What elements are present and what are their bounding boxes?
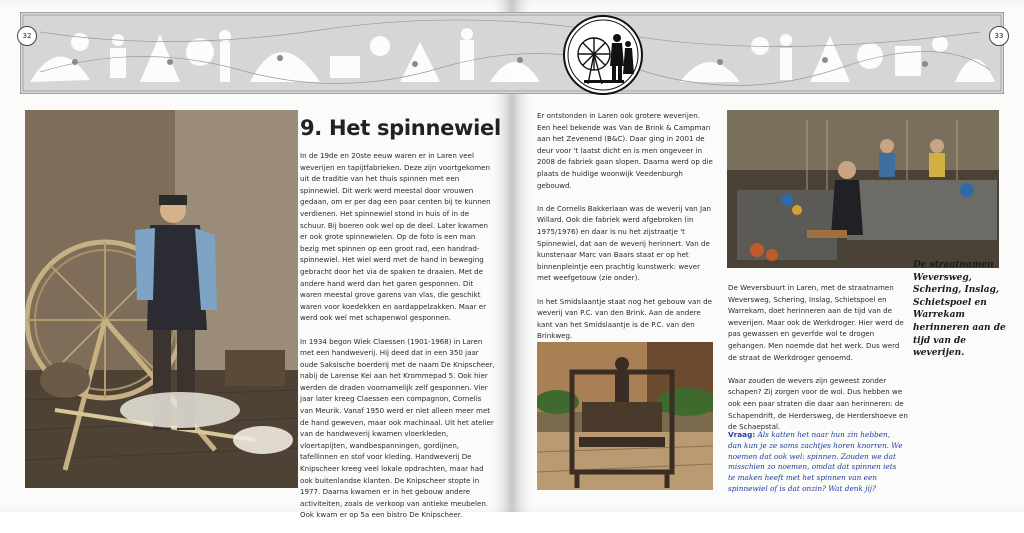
weaving-workshop-photo bbox=[727, 110, 999, 268]
text-column-1 bbox=[300, 150, 496, 533]
handwritten-caption: De straatnamen Weversweg, Schering, Inslag, Schietspoel en Warrekam herinneren aan de tijd van de weverijen. bbox=[913, 260, 1006, 359]
paragraph: De Weversbuurt in Laren, met de straatnamen Weversweg, Schering, Inslag, Schietspoel en Warrekam, doet herinneren aan de tijd van de weverijen. Maar ook de Werkdroger. Hier werd de pas gewassen en geverfde wol te drogen gehangen. Men noemde dat het werk. Dus werd de straat de Werkdroger genoemd. bbox=[728, 283, 904, 362]
paragraph: In het Smidslaantje staat nog het gebouw van de weverij van P.C. van den Brink. Aan de andere kant van het Smidslaantje is de P.C. van den Brinkweg. bbox=[537, 296, 712, 341]
question-label: Vraag: bbox=[728, 430, 756, 439]
paragraph: In de Cornelis Bakkerlaan was de weverij van Jan Willard. Ook die fabriek werd afgebroken (in 1975/1976) en daar is nu het zijstraatje 't Spinnewiel, dat aan de weverij herinnert. Van de kunstenaar Marc van Baars staat er op het binnenpleintje een prachtig kunstwerk: wever met weefgetouw (zie onder). bbox=[537, 203, 711, 283]
paragraph: Er ontstonden in Laren ook grotere weverijen. Een heel bekende was Van de Brink & Campman aan het Zevenend (B&C). Daar ging in 2001 de deur voor 't laatst dicht en is men ongeveer in 2008 de fabriek gaan slopen. Daarna werd op die plaats de huidige woonwijk Veedenburgh gebouwd. bbox=[537, 111, 713, 190]
page-number-left: 32 bbox=[17, 26, 37, 46]
page-title: 9. Het spinnewiel bbox=[300, 116, 501, 140]
text-column-3 bbox=[728, 282, 908, 444]
paragraph: In de 19de en 20ste eeuw waren er in Laren veel weverijen en tapijtfabrieken. Deze zijn voortgekomen uit de traditie van het thuis spinnen met een spinnewiel. Dit werk werd meestal door vrouwen gedaan, om er per dag een paar centen bij te kunnen verdienen. Het spinnewiel stond in huis of in de schuur. Bij boeren ook wel op de deel. Later kwamen er ook grote spinnewielen. Op de foto is een man bezig met spinnen op een groot rad, een handrad-spinnewiel. Het wiel werd met de hand in beweging gebracht door het via de spaken te draaien. Met de andere hand werd dan het garen gesponnen. Dit waren meestal grove garens van vlas, die geschikt waren voor koedekken en aardappelzakken. Maar er werd ook wel met schapenwol gesponnen. bbox=[300, 151, 491, 323]
question-text: Als katten het naar hun zin hebben, dan kun je ze soms zachtjes horen knorren. We noemen dat ook wel: spinnen. Zouden we dat misschien zo noemen, omdat dat spinnen iets te maken heeft met het spinnen van een spinnewiel of is dat onzin? Wat denk jij? bbox=[728, 430, 903, 493]
page-number-right: 33 bbox=[989, 26, 1009, 46]
paragraph: Waar zouden de wevers zijn geweest zonder schapen? Zij zorgen voor de wol. Dus hebben we ook een paar straten die daar aan herinneren: de Schapendrift, de Herdersweg, de Herdershoeve en de Schaepstal. bbox=[728, 375, 908, 432]
folk-scene-banner bbox=[20, 12, 1004, 94]
weaver-sculpture-photo bbox=[537, 342, 713, 490]
paragraph: In 1934 begon Wiek Claessen (1901-1968) in Laren met een handweverij. Hij deed dat in een 350 jaar oude Saksische boerderij met de naam De Knipscheer, nabij de Larense Kei aan het Krommepad 5. Ook hier werden de draden voornamelijk zelf gesponnen. Vier jaar later kreeg Claessen een compagnon, Cornelis van Meurik. Vanaf 1950 werd er niet alleen meer met de hand geweven, maar ook machinaal. Uit het atelier van de handweverij kwamen vloerkleden, vloertapijten, wandbespanningen, gordijnen, tafellinnen en stof voor kleding. Handweverij De Knipscheer kreeg veel lokale opdrachten, maar had ook buitenlandse klanten. De Knipscheer stopte in 1977. Daarna kwamen er in het gebouw andere activiteiten, zoals de verkoop van antieke meubelen. Ook kwam er op 5a een bistro De Knipscheer. bbox=[300, 336, 495, 520]
question-box bbox=[728, 430, 904, 495]
spinning-wheel-medallion-icon bbox=[562, 14, 644, 96]
spinning-wheel-photo bbox=[25, 110, 298, 488]
